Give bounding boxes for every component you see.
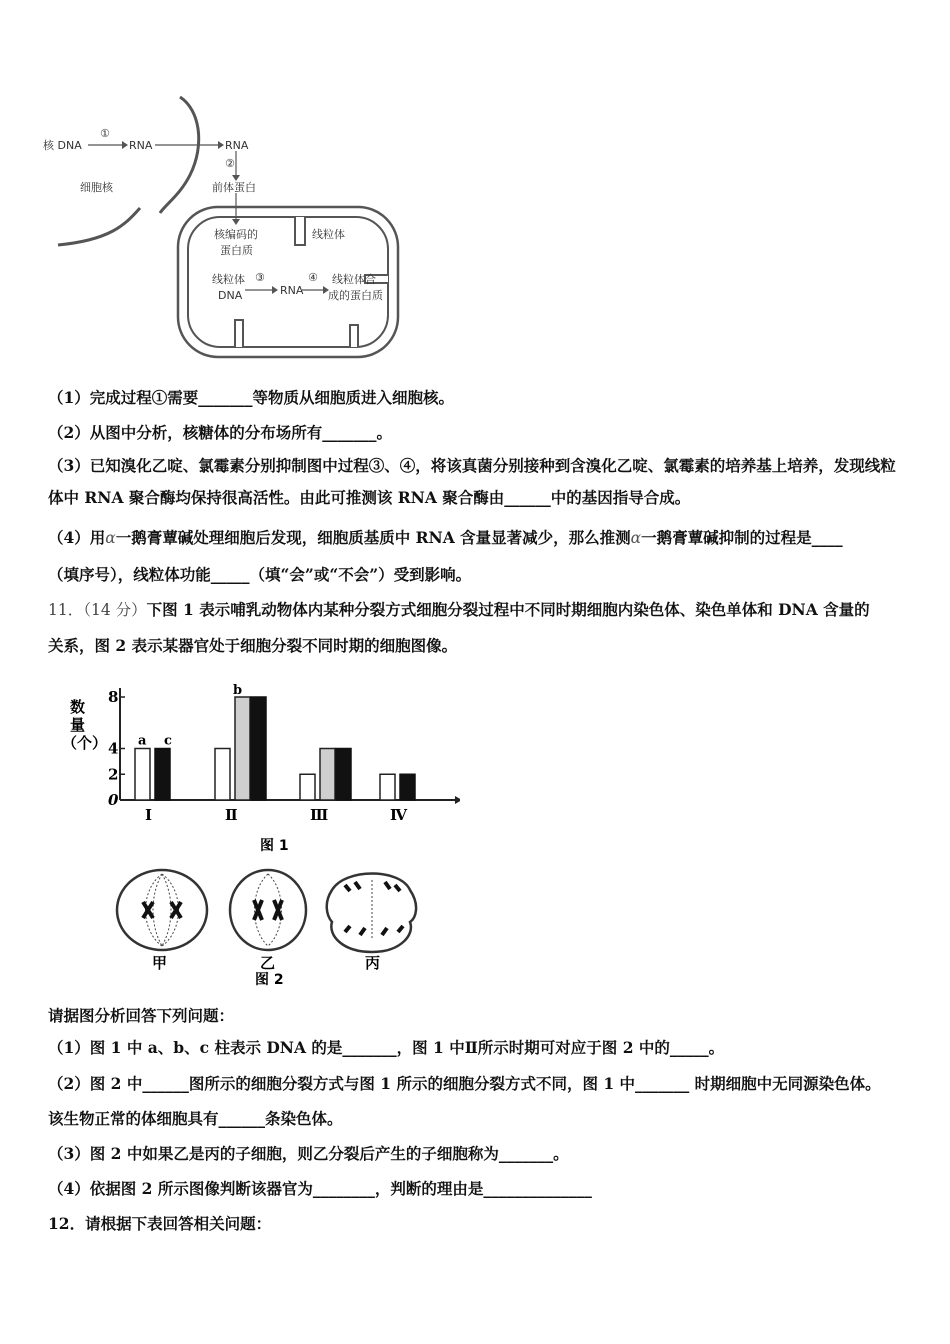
- label-rna1: RNA: [129, 139, 153, 152]
- y-axis-label: 数: [70, 698, 86, 716]
- bar-c-2: [251, 697, 266, 800]
- label-step2: ②: [225, 157, 235, 170]
- q11-sub4: （4）依据图 2 所示图像判断该器官为________，判断的理由是______________: [48, 1179, 592, 1198]
- bar-c-1: [155, 749, 170, 801]
- label-rna3: RNA: [280, 284, 304, 297]
- x-axis-arrow: [455, 796, 460, 804]
- bar-a-3: [300, 774, 315, 800]
- bar-a-4: [380, 774, 395, 800]
- q12-text: 12．请根据下表回答相关问题：: [48, 1214, 272, 1233]
- alpha-symbol: α: [105, 529, 116, 547]
- q11-sub2b: 该生物正常的体细胞具有______条染色体。: [48, 1109, 343, 1128]
- alpha-symbol: α: [630, 529, 642, 547]
- spindle: [146, 874, 179, 946]
- x-tick-label: Ⅱ: [225, 806, 238, 824]
- crista: [295, 217, 305, 245]
- y-tick-label: 8: [108, 688, 119, 706]
- x-tick-label: Ⅳ: [390, 806, 408, 824]
- chromosomes: [345, 882, 403, 935]
- cell-label-bing: 丙: [365, 954, 381, 972]
- label-step3: ③: [255, 271, 265, 284]
- x-tick-label: Ⅰ: [145, 806, 153, 824]
- q10-part4-b: 一鹅膏蕈碱处理细胞后发现，细胞质基质中 RNA 含量显著减少，那么推测: [115, 528, 631, 547]
- q10-part3: （3）已知溴化乙啶、氯霉素分别抑制图中过程③、④，将该真菌分别接种到含溴化乙啶、氯霉素的培养基上培养，发现线粒体中 RNA 聚合酶均保持很高活性。由此可推测该 RNA 聚合酶由______中的基因指导合成。: [48, 456, 896, 507]
- cell-label-yi: 乙: [260, 954, 276, 972]
- q11-prompt: 请据图分析回答下列问题：: [48, 1006, 235, 1025]
- label-nucleus: 细胞核: [80, 181, 113, 194]
- q11-sub3: （3）图 2 中如果乙是丙的子细胞，则乙分裂后产生的子细胞称为_______。: [48, 1144, 569, 1163]
- q10-part2: （2）从图中分析，核糖体的分布场所有_______。: [48, 423, 393, 442]
- bar-a-2: [215, 749, 230, 801]
- cell-jia: [117, 870, 207, 950]
- bar-b-3: [320, 749, 335, 801]
- q10-part1: （1）完成过程①需要_______等物质从细胞质进入细胞核。: [48, 388, 455, 407]
- x-tick-label: Ⅲ: [310, 806, 329, 824]
- label-nuc-encoded-1: 核编码的: [214, 228, 258, 241]
- label-rna2: RNA: [225, 139, 249, 152]
- q11-number: 11．（14 分）: [48, 601, 147, 619]
- mito-diagram: [40, 95, 420, 370]
- y-tick-label: 2: [108, 765, 119, 784]
- label-nucleus-dna: 核 DNA: [43, 139, 82, 152]
- fig2-cells: [110, 860, 430, 990]
- nuclear-envelope-upper: [160, 97, 199, 213]
- bar-a-1: [135, 749, 150, 801]
- label-step1: ①: [100, 127, 110, 140]
- q10-part4: [48, 526, 843, 548]
- label-precursor: 前体蛋白: [212, 181, 256, 194]
- fig2-caption: 图 2: [255, 972, 284, 988]
- q11-sub2: （2）图 2 中______图所示的细胞分裂方式与图 1 所示的细胞分裂方式不同，图 1 中_______ 时期细胞中无同源染色体。: [48, 1074, 881, 1093]
- q10-part5: （填序号），线粒体功能_____（填“会”或“不会”）受到影响。: [48, 565, 472, 584]
- label-mito-dna-2: DNA: [218, 289, 243, 302]
- y-tick-label: 4: [108, 739, 119, 758]
- series-label-a: a: [138, 733, 147, 749]
- label-mito-synth-2: 成的蛋白质: [328, 289, 383, 302]
- arrow-head: [272, 286, 278, 294]
- label-mito-dna-1: 线粒体: [212, 273, 245, 286]
- crista: [350, 325, 358, 347]
- label-mito: 线粒体: [312, 228, 345, 241]
- chromosomes: [254, 900, 282, 920]
- crista: [235, 320, 243, 347]
- q11-intro-a: 下图 1 表示哺乳动物体内某种分裂方式细胞分裂过程中不同时期细胞内染色体、染色单体和 DNA 含量的: [146, 600, 870, 619]
- bar-b-2: [235, 697, 250, 800]
- chromosome-pair: [143, 902, 181, 918]
- q10-part4-a: （4）用: [48, 528, 106, 547]
- q11-intro-line2: 关系，图 2 表示某器官处于细胞分裂不同时期的细胞图像。: [48, 636, 458, 655]
- y-axis-label: 量: [70, 716, 86, 734]
- series-label-c: c: [164, 733, 172, 749]
- nuclear-envelope-lower: [58, 208, 140, 245]
- label-step4: ④: [308, 271, 318, 284]
- label-nuc-encoded-2: 蛋白质: [220, 244, 253, 257]
- fig1-bar-chart: [60, 680, 460, 855]
- series-label-b: b: [233, 683, 243, 698]
- cell-bing: [327, 874, 416, 953]
- cell-label-jia: 甲: [152, 954, 168, 972]
- bar-c-3: [336, 749, 351, 801]
- arrow-head: [232, 219, 240, 225]
- label-mito-synth-1: 线粒体合: [332, 273, 376, 286]
- fig1-caption: 图 1: [260, 838, 289, 854]
- q11-intro-line1: [48, 598, 870, 620]
- q10-part4-c: 一鹅膏蕈碱抑制的过程是____: [641, 528, 843, 547]
- arrow-head: [218, 141, 224, 149]
- arrow-head: [122, 141, 128, 149]
- cell-yi: [230, 870, 306, 950]
- y-tick-label: 0: [108, 791, 119, 809]
- bar-c-4: [400, 774, 415, 800]
- y-axis-label: （个）: [62, 734, 108, 752]
- q11-sub1: （1）图 1 中 a、b、c 柱表示 DNA 的是_______，图 1 中Ⅱ所示时期可对应于图 2 中的_____。: [48, 1038, 725, 1057]
